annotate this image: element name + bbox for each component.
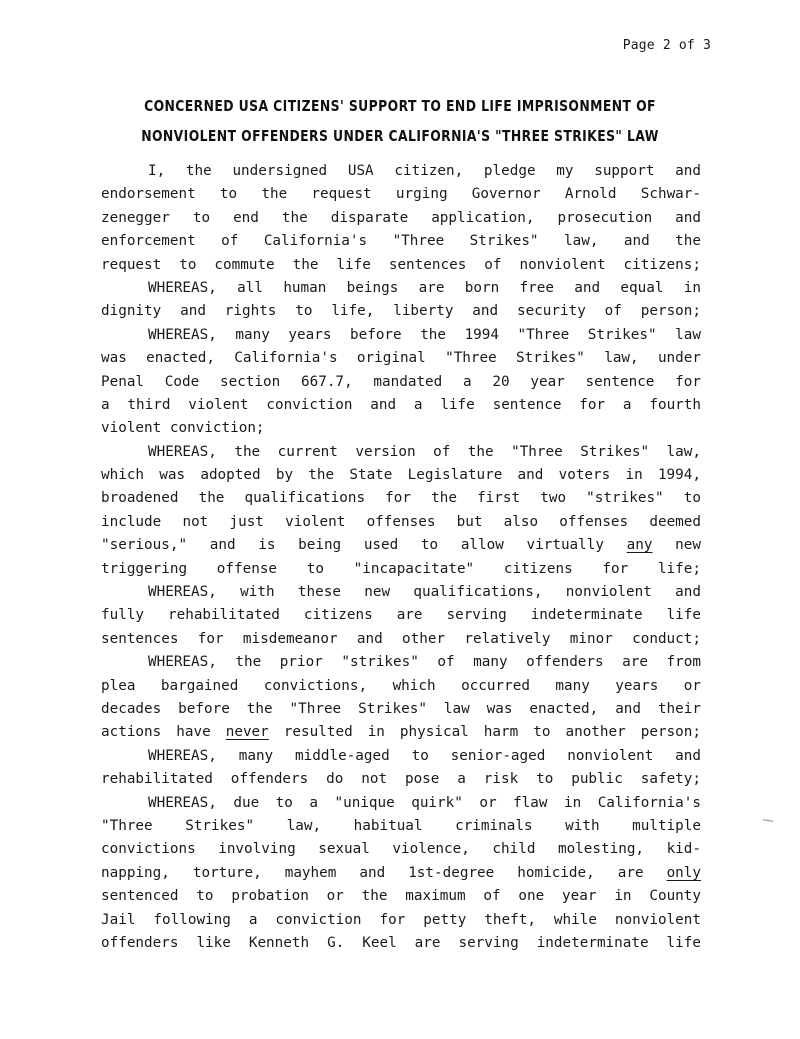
body-line: enforcement of California's "Three Strikes" law, and the xyxy=(101,233,701,250)
body-line: triggering offense to "incapacitate" citizens for life; xyxy=(101,560,701,577)
body-line-with-emphasis xyxy=(101,721,701,744)
body-line: broadened the qualifications for the first two "strikes" to xyxy=(101,490,701,507)
body-line: WHEREAS, due to a "unique quirk" or flaw in California's xyxy=(148,794,701,811)
body-line: offenders like Kenneth G. Keel are serving indeterminate life xyxy=(101,934,701,951)
underlined-word: never xyxy=(225,724,269,741)
document-body xyxy=(101,160,701,955)
document-title-line-2: NONVIOLENT OFFENDERS UNDER CALIFORNIA'S "THREE STRIKES" LAW xyxy=(141,127,659,145)
body-line: sentenced to probation or the maximum of one year in County xyxy=(101,888,701,905)
body-line: fully rehabilitated citizens are serving indeterminate life xyxy=(101,607,701,624)
body-line-with-emphasis xyxy=(101,862,701,885)
body-line: plea bargained convictions, which occurred many years or xyxy=(101,677,701,694)
body-line: a third violent conviction and a life sentence for a fourth xyxy=(101,396,701,413)
body-line: I, the undersigned USA citizen, pledge my support and xyxy=(148,163,701,179)
body-line: was enacted, California's original "Three Strikes" law, under xyxy=(101,350,701,367)
body-line: sentences for misdemeanor and other relatively minor conduct; xyxy=(101,630,701,647)
body-line: zenegger to end the disparate application, prosecution and xyxy=(101,209,701,226)
body-line: Jail following a conviction for petty theft, while nonviolent xyxy=(101,911,701,928)
body-line-with-emphasis xyxy=(101,534,701,557)
body-line: WHEREAS, many years before the 1994 "Three Strikes" law xyxy=(148,326,701,343)
underlined-word: only xyxy=(666,864,702,881)
body-line-text: "serious," and is being used to allow virtually xyxy=(101,537,604,554)
body-line-text: resulted in physical harm to another person; xyxy=(283,724,702,741)
body-line: WHEREAS, the prior "strikes" of many offenders are from xyxy=(148,654,701,671)
body-line: WHEREAS, many middle-aged to senior-aged nonviolent and xyxy=(148,747,701,764)
body-line: rehabilitated offenders do not pose a risk to public safety; xyxy=(101,771,701,788)
body-line: dignity and rights to life, liberty and security of person; xyxy=(101,303,701,320)
body-line: decades before the "Three Strikes" law was enacted, and their xyxy=(101,700,701,717)
margin-mark xyxy=(763,819,773,821)
page-number: Page 2 of 3 xyxy=(622,38,711,53)
body-line: endorsement to the request urging Governor Arnold Schwar- xyxy=(101,186,701,203)
body-line: Penal Code section 667.7, mandated a 20 year sentence for xyxy=(101,373,701,390)
body-line-text: actions have xyxy=(101,724,211,741)
body-line: include not just violent offenses but also offenses deemed xyxy=(101,513,701,530)
body-line-text: new xyxy=(675,537,701,554)
body-line: "Three Strikes" law, habitual criminals with multiple xyxy=(101,817,701,834)
body-line-text: napping, torture, mayhem and 1st-degree homicide, are xyxy=(101,864,644,881)
body-line: WHEREAS, the current version of the "Three Strikes" law, xyxy=(148,443,701,460)
body-line: violent conviction; xyxy=(101,420,265,437)
body-line: request to commute the life sentences of nonviolent citizens; xyxy=(101,256,701,273)
document-title-line-1: CONCERNED USA CITIZENS' SUPPORT TO END LIFE IMPRISONMENT OF xyxy=(144,97,656,115)
body-line: WHEREAS, all human beings are born free and equal in xyxy=(148,279,701,296)
body-line: WHEREAS, with these new qualifications, nonviolent and xyxy=(148,584,701,601)
body-line: convictions involving sexual violence, child molesting, kid- xyxy=(101,841,701,858)
body-line: which was adopted by the State Legislature and voters in 1994, xyxy=(101,467,701,484)
underlined-word: any xyxy=(626,537,653,554)
